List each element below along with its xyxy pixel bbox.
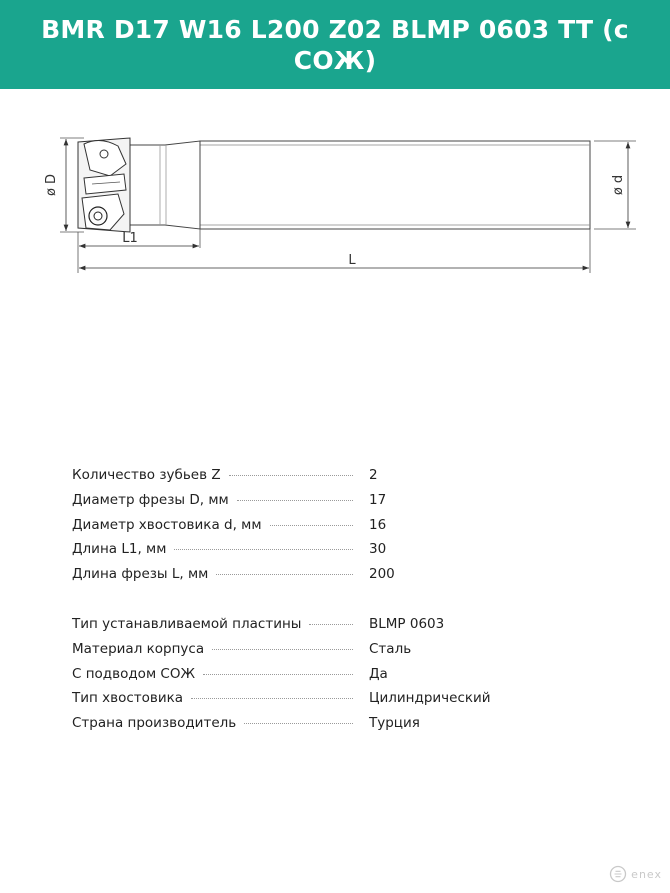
spec-row: [72, 566, 552, 591]
spec-value: Сталь: [369, 640, 412, 657]
spec-row: [72, 517, 552, 542]
specs-group-main: [72, 467, 552, 591]
spec-value: 16: [369, 516, 387, 533]
specs-group-extra: [72, 616, 552, 740]
spec-value: 30: [369, 541, 387, 558]
page-title: BMR D17 W16 L200 Z02 BLMP 0603 TT (с СОЖ): [41, 14, 629, 75]
spec-row: [72, 492, 552, 517]
page-header: [0, 0, 670, 89]
dim-label-d: ø d: [611, 174, 626, 196]
enex-logo: [609, 865, 662, 883]
enex-logo-icon: [609, 865, 627, 883]
spec-label: Тип устанавливаемой пластины: [72, 616, 302, 632]
spec-row: [72, 715, 552, 740]
spec-label: Диаметр хвостовика d, мм: [72, 516, 262, 533]
spec-label: С подводом СОЖ: [72, 665, 196, 682]
spec-value: 17: [369, 491, 387, 508]
dim-label-L1: L1: [122, 231, 138, 246]
spec-label: Материал корпуса: [72, 640, 205, 657]
enex-logo-text: enex: [631, 867, 662, 881]
dim-label-D: ø D: [44, 173, 59, 197]
spec-value: Цилиндрический: [369, 690, 491, 707]
tool-drawing: [0, 118, 670, 288]
spec-row: [72, 616, 552, 641]
spec-label: Количество зубьев Z: [72, 467, 221, 483]
spec-label: Длина L1, мм: [72, 541, 167, 558]
spec-label: Длина фрезы L, мм: [72, 566, 209, 583]
spec-row: [72, 690, 552, 715]
spec-row: [72, 641, 552, 666]
tool-shank: [200, 141, 590, 229]
spec-label: Диаметр фрезы D, мм: [72, 491, 229, 508]
spec-row: [72, 467, 552, 492]
spec-value: 200: [369, 566, 395, 583]
spec-label: Страна производитель: [72, 715, 237, 732]
spec-value: Турция: [369, 715, 420, 732]
spec-value: 2: [369, 467, 378, 483]
tool-neck: [130, 141, 200, 229]
dim-label-L: L: [348, 253, 356, 268]
spec-row: [72, 541, 552, 566]
spec-row: [72, 666, 552, 691]
spec-label: Тип хвостовика: [72, 690, 184, 707]
spec-value: Да: [369, 665, 388, 682]
spec-value: BLMP 0603: [369, 616, 445, 632]
